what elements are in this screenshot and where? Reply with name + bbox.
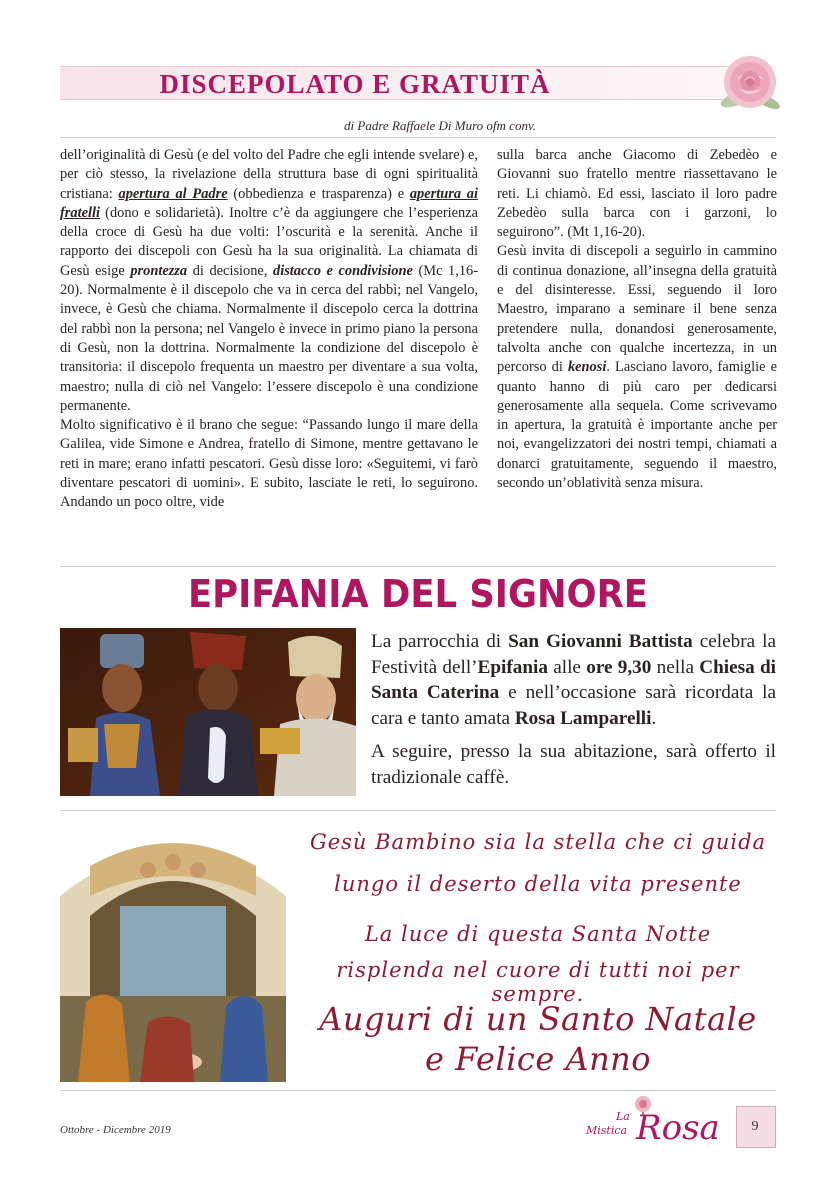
text: celebra la Festività dell’ [371,631,776,678]
wish-line: La luce di questa Santa Notte [364,922,712,946]
text: di decisione, [187,262,274,279]
paragraph: Molto significativo è il brano che segue: “Passando lungo il mare della Galilea, vide Simone e Andrea, fratello di Simone, mentre gettavano le reti in mare; erano infatti pescatori. Gesù disse loro: «Seguitemi, vi farò diventare pescatori di uomini». E subito, lasciate le reti, lo seguirono. Andando un poco oltre, vide [60,417,478,511]
magazine-logo [586,1094,734,1150]
wish-line: risplenda nel cuore di tutti noi per sempre. [336,958,740,1006]
paragraph: sulla barca anche Giacomo di Zebedèo e Giovanni suo fratello mentre riassettavano le reti. Li chiamò. Ed essi, lasciato il loro padre Zebedèo sulla barca con i garzoni, lo seguirono”. (Mt 1,16-20). [497,147,777,241]
paragraph [497,242,777,493]
page-number: 9 [751,1119,759,1134]
article-title: DISCEPOLATO E GRATUITÀ [159,69,551,99]
text: e nell’occasione sarà ricordata la cara e tanto amata [371,682,776,729]
text: . Lasciano lavoro, famiglie e quanto hanno di più caro per dedicarsi generosamente alla sequela. Come scrivevamo in apertura, la gratuità è importante anche per noi, evangelizzatori dei nostri tempi, chiamati a donarci gratuitamente, seguendo il maestro, secondo un’oblatività senza misura. [497,359,777,492]
text: (Mc 1,16-20). Normalmente è il discepolo che va in cerca del rabbì; nel Vangelo, invece, è Gesù che chiama. Normalmente il discepolo cerca la dottrina del rabbì non la persona; nel Vangelo è invece in primo piano la persona di Gesù, non la dottrina. Normalmente la condizione del discepolo è transitoria: il discepolo frequenta un maestro per diventare a sua volta, maestro; nulla di ciò nel Vangelo: l’essere discepolo è una condizione permanente. [60,262,479,414]
emphasis: apertura ai fratelli [60,185,478,221]
text: dell’originalità di Gesù (e del volto del Padre che egli intende svelare) e, per ciò stesso, la rivelazione della struttura base di ogni spiritualità cristiana: [60,147,478,202]
rose-icon [714,50,786,114]
greeting-line: Auguri di un Santo Natale [319,1000,757,1038]
logo-rosa: Rosa [636,1108,720,1148]
divider [60,137,776,138]
article-column-2 [497,146,777,493]
bold-text: Rosa Lamparelli [514,707,652,729]
divider [60,566,776,567]
bold-text: San Giovanni Battista [508,631,693,652]
paragraph [60,146,478,416]
epifania-title: EPIFANIA DEL SIGNORE [188,572,648,616]
logo-mistica: Mistica [586,1124,628,1137]
emphasis: distacco e condivisione [273,262,413,279]
divider [60,1090,776,1091]
text: . [651,707,657,729]
emphasis: prontezza [130,262,188,279]
bold-text: Chiesa di Santa Caterina [371,656,776,703]
epifania-text [371,629,776,798]
issue-date: Ottobre - Dicembre 2019 [60,1124,171,1136]
wish-line: lungo il deserto della vita presente [334,872,742,896]
nativity-painting [60,826,286,1082]
three-kings-image [60,628,356,796]
bold-text: Epifania [477,656,548,678]
emphasis: apertura al Padre [118,185,228,202]
logo-la: La [616,1110,630,1123]
text: (dono e solidarietà). Inoltre c’è da aggiungere che l’esperienza della croce di Gesù ha due volti: l’oscurità e la serenità. Anche il rapporto dei discepoli con Gesù ha la sua originalità. La chiamata di Gesù esige [60,204,478,279]
article-column-1 [60,146,478,513]
text: La parrocchia di [371,631,509,652]
wish-line: Gesù Bambino sia la stella che ci guida [309,830,767,854]
paragraph [371,629,776,731]
paragraph: A seguire, presso la sua abitazione, sarà offerto il tradizionale caffè. [371,741,776,788]
greeting-line: e Felice Anno [424,1040,652,1078]
text: (obbedienza e trasparenza) e [227,185,410,202]
text: alle [547,656,587,678]
author-byline: di Padre Raffaele Di Muro ofm conv. [344,118,536,133]
divider [60,810,776,811]
text: nella [651,656,700,678]
bold-text: ore 9,30 [586,656,652,678]
emphasis: kenosi [567,359,607,376]
text: Gesù invita di discepoli a seguirlo in cammino di continua donazione, all’insegna della gratuità e del disinteresse. Essi, seguendo il loro Maestro, imparano a seminare il bene senza pretendere nulla, donandosi generosamente, talvolta anche con qualche incertezza, in un percorso di [497,243,777,376]
